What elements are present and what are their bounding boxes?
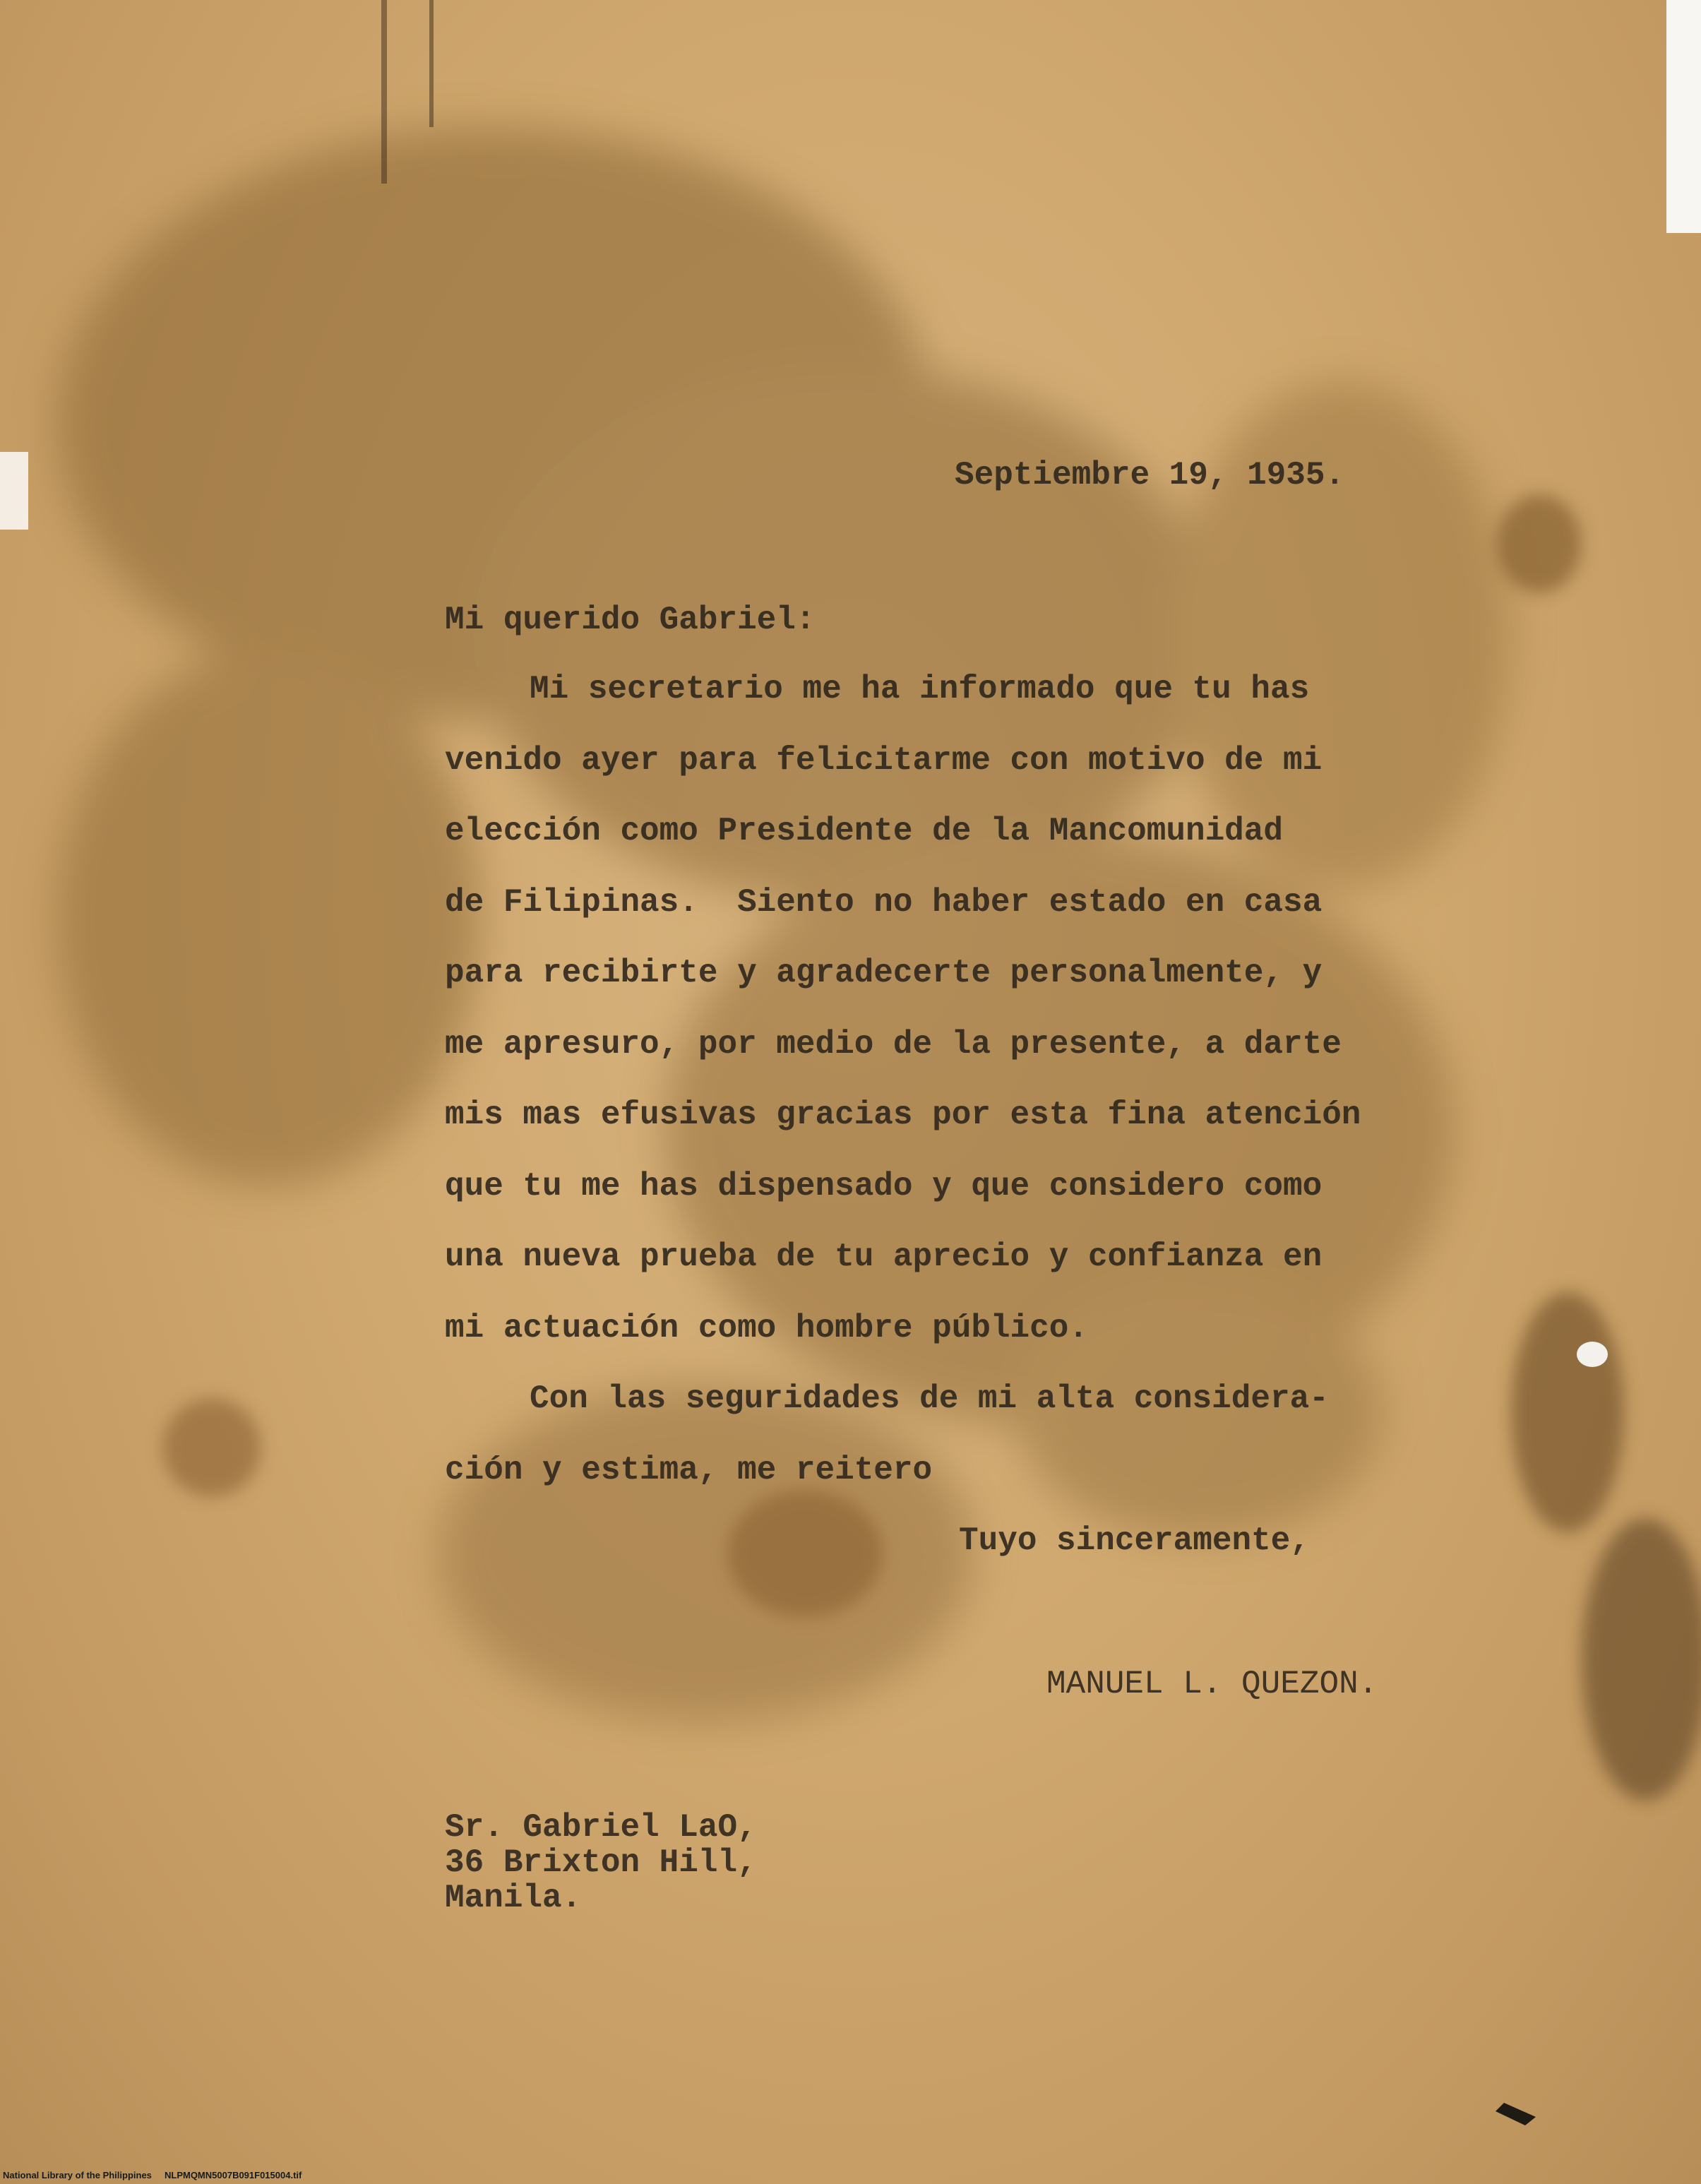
body-line: una nueva prueba de tu aprecio y confianza en bbox=[445, 1239, 1323, 1275]
body-line: me apresuro, por medio de la presente, a darte bbox=[445, 1026, 1342, 1063]
body-line: mis mas efusivas gracias por esta fina atención bbox=[445, 1097, 1361, 1133]
body-line: Mi secretario me ha informado que tu has bbox=[530, 671, 1310, 708]
body-line: venido ayer para felicitarme con motivo de mi bbox=[445, 742, 1323, 779]
body-line: mi actuación como hombre público. bbox=[445, 1310, 1088, 1347]
salutation: Mi querido Gabriel: bbox=[445, 602, 816, 638]
address-line: Manila. bbox=[445, 1880, 582, 1916]
body-line: Con las seguridades de mi alta considera- bbox=[530, 1380, 1329, 1417]
body-line: elección como Presidente de la Mancomunidad bbox=[445, 813, 1283, 849]
closing: Tuyo sinceramente, bbox=[959, 1522, 1310, 1559]
address-line: Sr. Gabriel LaO, bbox=[445, 1809, 757, 1846]
signature: MANUEL L. QUEZON. bbox=[1046, 1666, 1378, 1702]
body-line: que tu me has dispensado y que considero como bbox=[445, 1168, 1323, 1205]
body-line: de Filipinas. Siento no haber estado en casa bbox=[445, 884, 1323, 921]
address-line: 36 Brixton Hill, bbox=[445, 1844, 757, 1881]
body-line: para recibirte y agradecerte personalmente, y bbox=[445, 955, 1323, 991]
footer-file-id: NLPMQMN5007B091F015004.tif bbox=[164, 2170, 302, 2180]
footer-institution: National Library of the Philippines bbox=[3, 2170, 152, 2180]
archive-footer bbox=[3, 2170, 302, 2180]
letter-date: Septiembre 19, 1935. bbox=[955, 457, 1345, 494]
body-line: ción y estima, me reitero bbox=[445, 1452, 933, 1488]
